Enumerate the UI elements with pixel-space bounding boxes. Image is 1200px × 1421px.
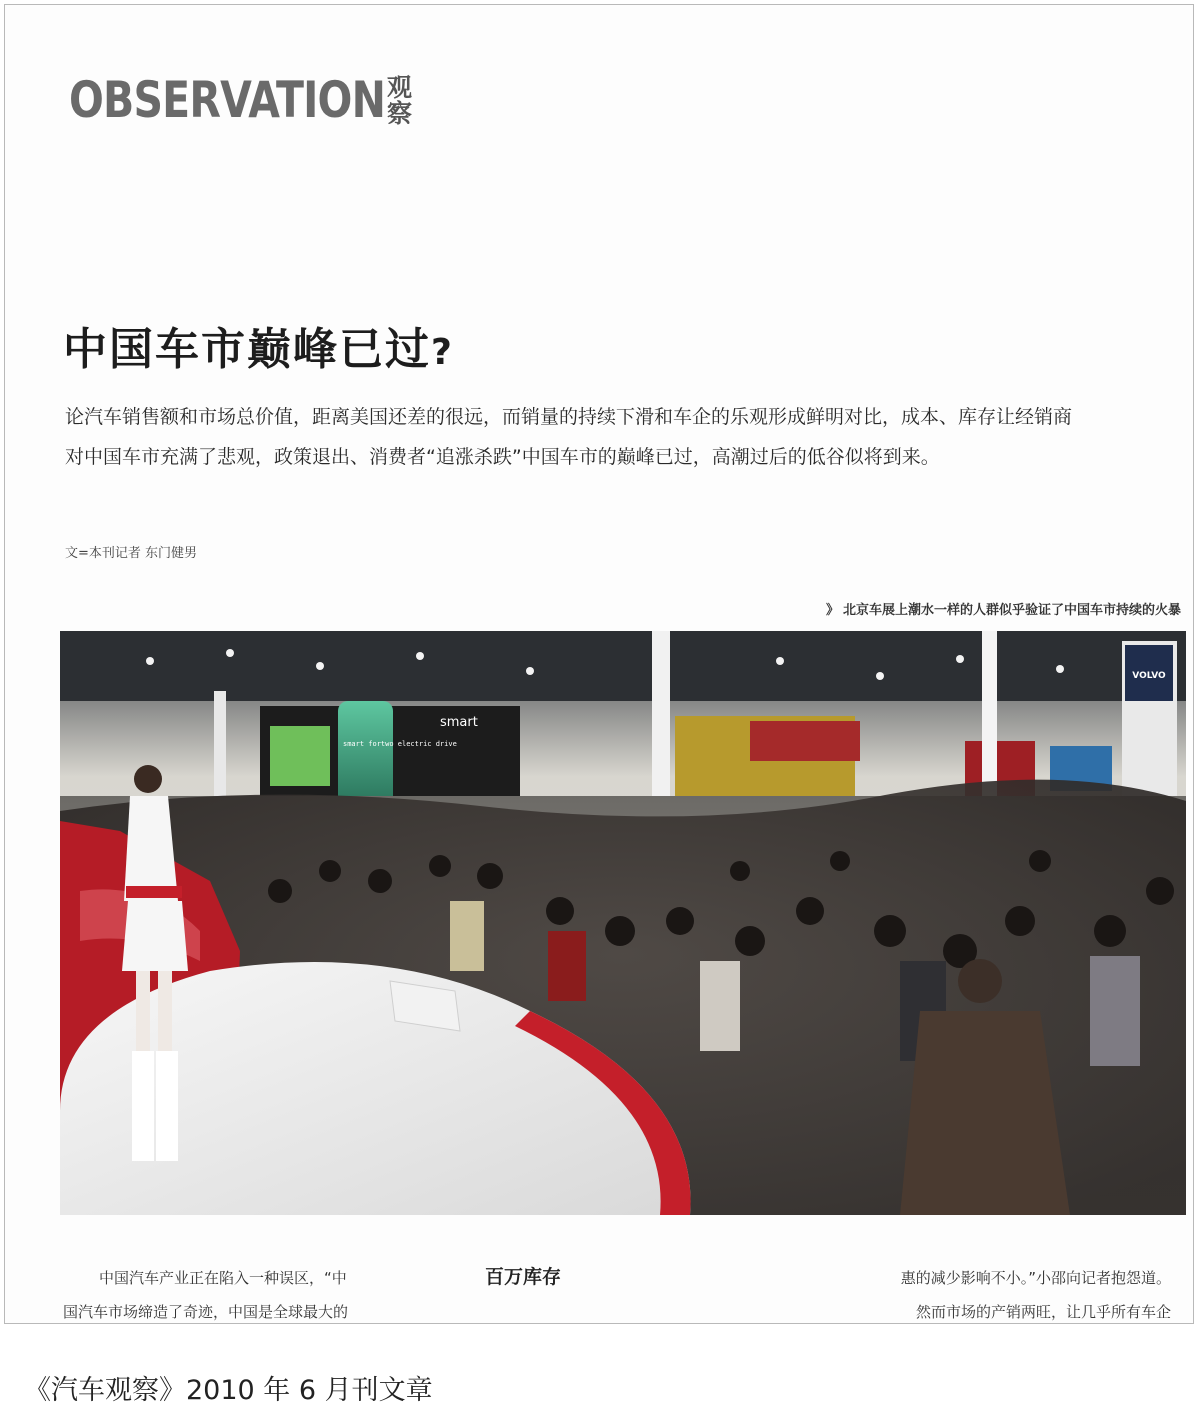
body-col3-line1: 惠的减少影响不小。”小邵向记者抱怨道。 [900,1269,1171,1287]
smart-tower-sign: smart fortwo electric drive [343,740,457,748]
photo-caption [826,599,1181,618]
article-byline: 文=本刊记者 东门健男 [65,546,198,561]
caption-text: 北京车展上潮水一样的人群似乎验证了中国车市持续的火暴 [842,603,1181,618]
section-title-cn: 观察 [387,73,413,128]
ceiling-truss [60,631,1186,701]
caption-marker: 》 [825,603,839,618]
volvo-sign: VOLVO [1132,671,1166,681]
section-title-en: OBSERVATION [69,71,386,129]
headline-mark: ? [431,332,454,373]
headline-text: 中国车市巅峰已过 [63,324,431,375]
auto-show-photo [60,631,1186,1215]
smart-sign: smart [440,715,478,730]
section-header [69,71,454,129]
source-note: 《汽车观察》2010 年 6 月刊文章 [24,1375,433,1406]
section-subhead: 百万库存 [485,1266,562,1288]
body-col1-line1: 中国汽车产业正在陷入一种误区，“中 [99,1269,347,1287]
article-lede: 论汽车销售额和市场总价值，距离美国还差的很远，而销量的持续下滑和车企的乐观形成鲜明对比，成本、库存让经销商对中国车市充满了悲观，政策退出、消费者“追涨杀跌”中国车市的巅峰已过，高潮过后的低谷似将到来。 [65,406,1073,468]
article-headline [63,313,454,377]
magazine-page [4,4,1194,1324]
body-column-3 [811,1261,1171,1329]
body-col3-line2: 然而市场的产销两旺，让几乎所有车企 [915,1303,1171,1321]
body-column-1 [63,1261,418,1329]
red-booth-banner [750,721,860,761]
body-col1-line2: 国汽车市场缔造了奇迹，中国是全球最大的 [63,1303,349,1321]
smart-booth-window [270,726,330,786]
